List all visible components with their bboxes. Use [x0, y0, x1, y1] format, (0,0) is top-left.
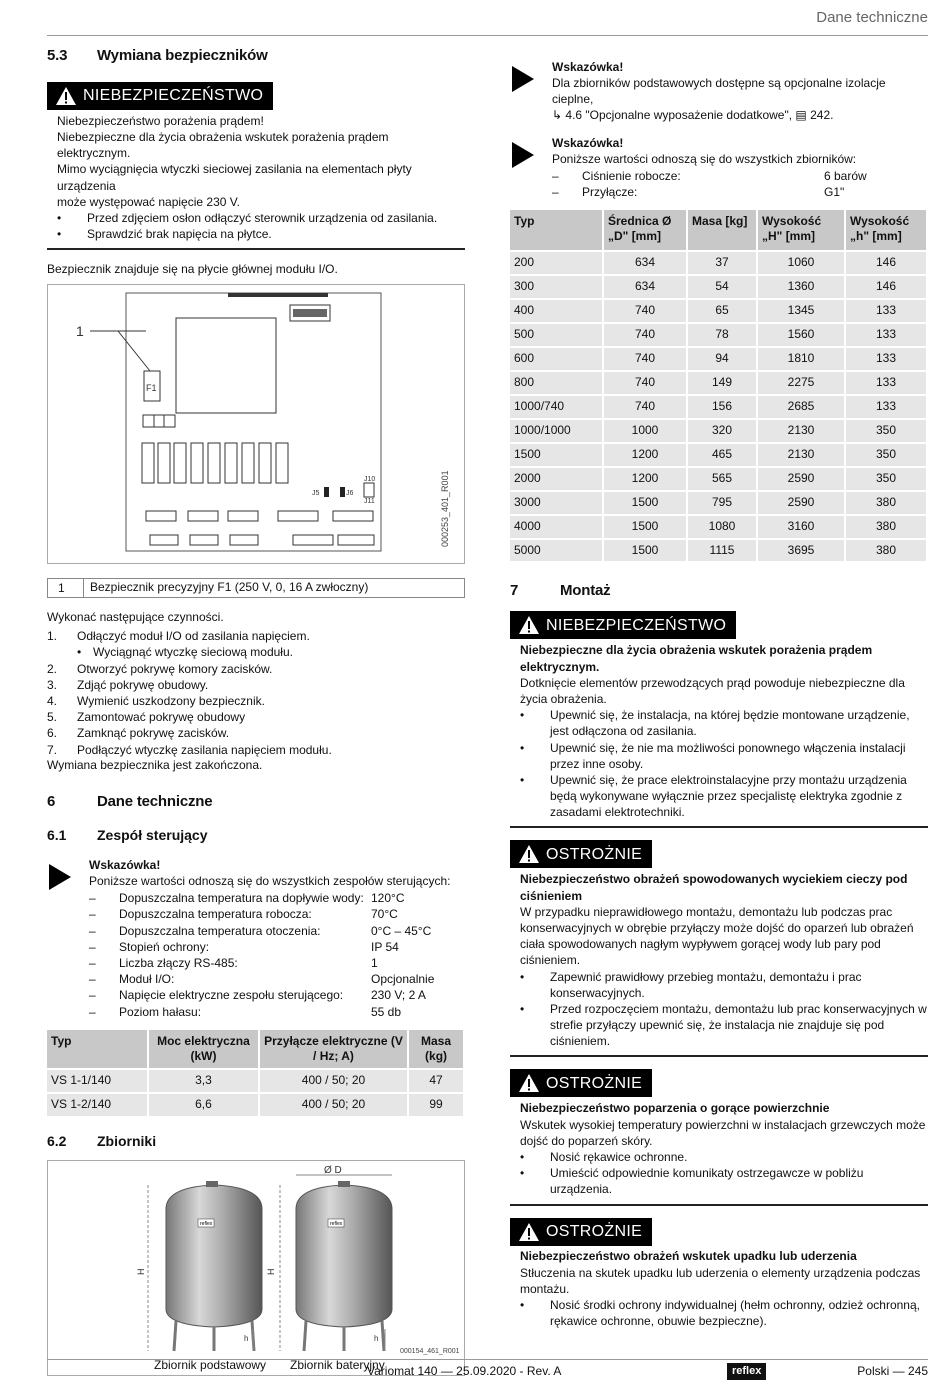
table-cell: 1360: [758, 276, 844, 298]
table-row: [510, 372, 926, 394]
tanks-figure: [47, 1160, 465, 1376]
table-cell: 380: [846, 492, 926, 514]
table-row: [510, 444, 926, 466]
steps-done: Wymiana bezpiecznika jest zakończona.: [47, 757, 263, 772]
table-cell: 300: [510, 276, 602, 298]
control-unit-table: Typ Moc elektryczna (kW) Przyłącze elektryczne (V / Hz; A) Masa (kg) VS 1-1/140 3,3 400 / 50; 20 47 VS 1-2/140 6,6 400 / 50; 20 99: [45, 1028, 465, 1118]
table-cell: 149: [688, 372, 756, 394]
caution-box-3: Niebezpieczeństwo obrażeń wskutek upadku lub uderzenia Stłuczenia na skutek upadku lub uderzenia o elementy urządzenia podczas montażu. • Nosić środki ochrony indywidualnej (hełm ochronny, odzież ochronną, rękawice ochronne, obuwie bezpieczne).: [520, 1249, 921, 1329]
danger-box-7: Niebezpieczne dla życia obrażenia wskutek porażenia prądem elektrycznym. Dotknięcie elementów przewodzących prąd powoduje niebezpieczne dla życia obrażenia. • Upewnić się, że instalacja, na której będzie montowane urządzenie, jest odłączona od zasilania. • Upewnić się, że nie ma możliwości ponownego włączenia instalacji przez inne osoby. • Upewnić się, że prace elektroinstalacyjne przy montażu urządzenia będą wykonywane wyłącznie przez specjalistę elektryka zgodnie z zasadami elektrotechniki.: [510, 640, 928, 828]
table-row: [510, 348, 926, 370]
table-cell: 400: [510, 300, 602, 322]
warning-triangle-icon: [518, 1222, 540, 1242]
footer-doc-info: Variomat 140 — 25.09.2020 - Rev. A: [367, 1364, 562, 1378]
io-board-figure: [47, 284, 465, 564]
table-cell: 5000: [510, 540, 602, 562]
warning-triangle-icon: [518, 844, 540, 864]
svg-text:h: h: [244, 1334, 249, 1344]
svg-text:reflex: reflex: [330, 1221, 343, 1228]
svg-text:J11: J11: [364, 498, 375, 506]
fuse-f1-label: F1: [146, 383, 157, 394]
table-cell: 634: [604, 252, 686, 274]
caution-box-1: Niebezpieczeństwo obrażeń spowodowanych wyciekiem cieczy pod ciśnieniem W przypadku nieprawidłowego montażu, demontażu lub podczas prac konserwacyjnych w obrębie przyłączy może dojść do oparzeń lub obrażeń ciała spowodowanych nagłym wypływem gorącej wody lub pary pod ciśnieniem. • Zapewnić prawidłowy przebieg montażu, demontażu i prac konserwacyjnych. • Przed rozpoczęciem montażu, demontażu lub prac konserwacyjnych w strefie przyłączy upewnić się, że instalacja nie znajduje się pod ciśnieniem.: [510, 869, 928, 1057]
table-cell: 1080: [688, 516, 756, 538]
table-cell: 146: [846, 252, 926, 274]
page-ref-icon: ▤: [795, 107, 807, 122]
danger-box-5-3: Niebezpieczeństwo porażenia prądem! Niebezpieczne dla życia obrażenia wskutek porażenia prądem elektrycznym. Mimo wyciągnięcia wtyczki sieciowej zasilania na elementach płyty urządzenia może występować napięcie 230 V. • Przed zdjęciem osłon odłączyć sterownik urządzenia od zasilania. • Sprawdzić brak napięcia na płytce.: [47, 111, 465, 251]
table-row: [510, 276, 926, 298]
table-cell: 2590: [758, 468, 844, 490]
table-cell: 740: [604, 372, 686, 394]
figure-code: 000253_401_R001: [440, 470, 450, 548]
table-cell: 3695: [758, 540, 844, 562]
table-cell: 1000/740: [510, 396, 602, 418]
header-section-title: Dane techniczne: [816, 9, 928, 26]
table-cell: 1000/1000: [510, 420, 602, 442]
table-cell: 4000: [510, 516, 602, 538]
warning-triangle-icon: [518, 1073, 540, 1093]
table-cell: 133: [846, 324, 926, 346]
table-cell: 1060: [758, 252, 844, 274]
table-row: [510, 300, 926, 322]
table-cell: 740: [604, 324, 686, 346]
warning-triangle-icon: [55, 86, 77, 106]
table-cell: 200: [510, 252, 602, 274]
danger-label-5-3: NIEBEZPIECZEŃSTWO: [47, 82, 465, 111]
table-cell: 3000: [510, 492, 602, 514]
table-cell: 565: [688, 468, 756, 490]
note-insulation: Wskazówka! Dla zbiorników podstawowych dostępne są opcjonalne izolacje cieplne, ↳ 4.6 "Opcjonalne wyposażenie dodatkowe", ▤ 242.: [510, 60, 928, 124]
table-cell: 1560: [758, 324, 844, 346]
left-column: [47, 46, 465, 1376]
footer-page-number: Polski — 245: [857, 1364, 928, 1378]
page-header: [47, 0, 928, 36]
note-arrow-icon: [47, 858, 89, 1019]
table-cell: 1500: [604, 492, 686, 514]
svg-text:J5: J5: [312, 490, 320, 498]
table-cell: 600: [510, 348, 602, 370]
svg-text:H: H: [266, 1268, 276, 1276]
table-cell: 634: [604, 276, 686, 298]
table-cell: 380: [846, 516, 926, 538]
figure-callout-1: 1: [76, 323, 84, 340]
table-cell: 133: [846, 396, 926, 418]
table-row: [510, 468, 926, 490]
section-6-2-heading: 6.2 Zbiorniki: [47, 1132, 157, 1149]
table-cell: 146: [846, 276, 926, 298]
table-cell: 380: [846, 540, 926, 562]
table-cell: 350: [846, 444, 926, 466]
table-cell: 2685: [758, 396, 844, 418]
table-cell: 65: [688, 300, 756, 322]
note-tanks: Wskazówka! Poniższe wartości odnoszą się do wszystkich zbiorników: – Ciśnienie robocze: 6 barów – Przyłącze: G1": [510, 136, 928, 200]
table-cell: 1000: [604, 420, 686, 442]
table-cell: 1500: [604, 516, 686, 538]
table-row: [510, 396, 926, 418]
steps-intro: Wykonać następujące czynności.: [47, 610, 224, 625]
svg-text:h: h: [374, 1334, 379, 1344]
fuse-location-text: Bezpiecznik znajduje się na płycie głównej modułu I/O.: [47, 262, 338, 277]
steps-list: 1. Odłączyć moduł I/O od zasilania napięciem. • Wyciągnąć wtyczkę sieciową modułu. 2. Otworzyć pokrywę komory zacisków. 3. Zdjąć pokrywę obudowy. 4. Wymienić uszkodzony bezpiecznik. 5. Zamontować pokrywę obudowy 6. Zamknąć pokrywę zacisków. 7. Podłączyć wtyczkę zasilania napięciem modułu.: [47, 629, 332, 757]
table-cell: 1500: [510, 444, 602, 466]
warning-triangle-icon: [518, 615, 540, 635]
svg-text:reflex: reflex: [200, 1221, 213, 1228]
svg-text:000154_461_R001: 000154_461_R001: [400, 1348, 460, 1356]
section-5-3-heading: 5.3 Wymiana bezpieczników: [47, 47, 268, 64]
svg-text:J10: J10: [364, 476, 376, 484]
reflex-logo: reflex: [727, 1363, 766, 1380]
caution-label-3: OSTROŻNIE: [510, 1218, 928, 1247]
table-cell: 320: [688, 420, 756, 442]
table-cell: 740: [604, 300, 686, 322]
table-cell: 350: [846, 468, 926, 490]
note-arrow-icon: [510, 136, 552, 200]
note-control-unit: Wskazówka! Poniższe wartości odnoszą się do wszystkich zespołów sterujących: – Dopuszczalna temperatura na dopływie wody: 120°C – Dopuszczalna temperatura robocza: 70°C – Dopuszczalna temperatura otoczenia: 0°C – 45°C – Stopień ochrony: IP 54 – Liczba złączy RS-485: 1 – Moduł I/O: Opcjonalnie – Napięcie elektryczne zespołu sterującego: 230 V; 2 A – Poziom hałasu: 55 db: [47, 858, 465, 1019]
caution-box-2: Niebezpieczeństwo poparzenia o gorące powierzchnie Wskutek wysokiej temperatury powierzchni w instalacjach grzewczych może dojść do poparzeń skóry. • Nosić rękawice ochronne. • Umieścić odpowiednie komunikaty ostrzegawcze w pobliżu urządzenia.: [510, 1098, 928, 1205]
table-cell: 2000: [510, 468, 602, 490]
table-cell: 1200: [604, 468, 686, 490]
danger-label-7: NIEBEZPIECZEŃSTWO: [510, 611, 928, 640]
table-row: [510, 492, 926, 514]
table-cell: 78: [688, 324, 756, 346]
table-row: [510, 252, 926, 274]
table-cell: 156: [688, 396, 756, 418]
table-cell: 133: [846, 300, 926, 322]
table-cell: 2130: [758, 444, 844, 466]
table-row: VS 1-1/140 3,3 400 / 50; 20 47: [47, 1070, 463, 1092]
table-cell: 2275: [758, 372, 844, 394]
table-cell: 1115: [688, 540, 756, 562]
caution-label-2: OSTROŻNIE: [510, 1069, 928, 1098]
note-arrow-icon: [510, 60, 552, 124]
label-battery-tank: Zbiornik bateryjny: [290, 1358, 385, 1373]
table-cell: 800: [510, 372, 602, 394]
figure-legend: 1 Bezpiecznik precyzyjny F1 (250 V, 0, 16 A zwłoczny): [47, 578, 465, 598]
table-cell: 740: [604, 396, 686, 418]
reference-arrow-icon: ↳: [552, 107, 566, 122]
table-cell: 133: [846, 348, 926, 370]
table-row: VS 1-2/140 6,6 400 / 50; 20 99: [47, 1094, 463, 1116]
table-cell: 740: [604, 348, 686, 370]
table-cell: 500: [510, 324, 602, 346]
svg-text:Ø D: Ø D: [324, 1165, 342, 1177]
table-cell: 350: [846, 420, 926, 442]
right-column: [510, 60, 928, 1345]
svg-text:J6: J6: [346, 490, 354, 498]
table-cell: 2590: [758, 492, 844, 514]
table-cell: 2130: [758, 420, 844, 442]
section-6-1-heading: 6.1 Zespół sterujący: [47, 826, 208, 843]
table-row: [510, 420, 926, 442]
table-cell: 1810: [758, 348, 844, 370]
section-7-heading: 7 Montaż: [510, 582, 611, 600]
table-cell: 3160: [758, 516, 844, 538]
table-cell: 1345: [758, 300, 844, 322]
page-footer: [47, 1359, 928, 1387]
svg-text:H: H: [136, 1268, 146, 1276]
table-cell: 37: [688, 252, 756, 274]
table-cell: 1500: [604, 540, 686, 562]
table-cell: 795: [688, 492, 756, 514]
table-cell: 94: [688, 348, 756, 370]
table-cell: 133: [846, 372, 926, 394]
tank-table: Typ Średnica Ø „D" [mm] Masa [kg] Wysokość „H" [mm] Wysokość „h" [mm] 200 634 37 1060 146 300 634 54 1360 146 400 740 65 1345 133 500 740 78 1560 133 600 740 94 1810 133 800 740 149 2275 133 1000/740 740 156 2685 133 1000/1000 1000 320 2130 350 1500 1200 465 2130 350 2000 1200 565 2590 350 3000 1500 795 2590 380 4000 1500 1080 3160 380 5000 1500 1115 3695 380: [508, 208, 928, 563]
section-6-heading: 6 Dane techniczne: [47, 792, 213, 810]
table-cell: 465: [688, 444, 756, 466]
table-row: [510, 540, 926, 562]
table-cell: 54: [688, 276, 756, 298]
label-basic-tank: Zbiornik podstawowy: [154, 1358, 267, 1373]
caution-label-1: OSTROŻNIE: [510, 840, 928, 869]
table-row: [510, 516, 926, 538]
table-row: [510, 324, 926, 346]
table-cell: 1200: [604, 444, 686, 466]
